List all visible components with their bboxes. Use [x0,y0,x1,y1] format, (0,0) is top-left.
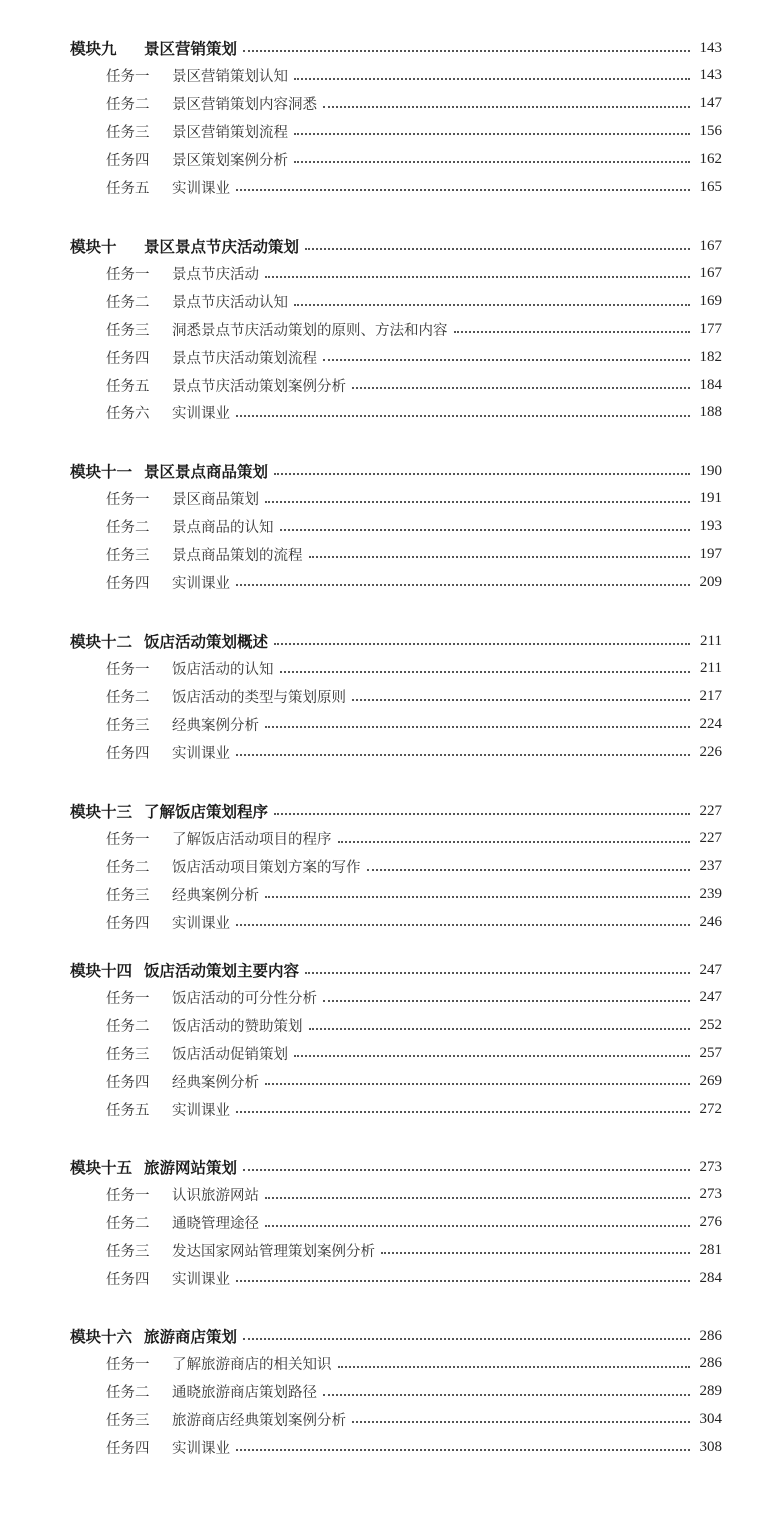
page-number: 182 [699,348,722,365]
task-title: 景点节庆活动策划案例分析 [172,378,346,395]
task-number: 任务一 [106,492,150,509]
dot-leader [352,1421,690,1423]
dot-leader [265,726,690,728]
task-title: 饭店活动的赞助策划 [172,1019,303,1036]
task-number: 任务三 [106,322,150,339]
task-number: 任务三 [106,547,150,564]
task-number: 任务四 [106,152,150,169]
task-number: 任务一 [106,69,150,86]
toc-entry [0,371,768,399]
dot-leader [280,529,691,531]
toc-entry [0,1264,768,1292]
task-title: 发达国家网站管理策划案例分析 [172,1243,375,1260]
page-number: 269 [699,1072,722,1089]
task-title: 景区营销策划流程 [172,124,288,141]
page-number: 239 [699,885,722,902]
task-number: 任务四 [106,1271,150,1288]
toc-module-heading [0,232,768,260]
dot-leader [280,671,691,673]
task-number: 任务四 [106,1440,150,1457]
toc-entry [0,853,768,881]
task-title: 实训课业 [172,745,230,762]
task-number: 任务二 [106,520,150,537]
page-number: 252 [699,1017,722,1034]
module-title: 了解饭店策划程序 [144,803,269,821]
toc-entry [0,145,768,173]
toc-entry [0,513,768,541]
task-number: 任务六 [106,406,150,423]
module-title: 旅游商店策划 [144,1328,238,1346]
task-number: 任务五 [106,378,150,395]
task-number: 任务四 [106,1074,150,1091]
module-title: 景区景点商品策划 [144,463,269,481]
page-number: 184 [699,376,722,393]
task-title: 实训课业 [172,406,230,423]
dot-leader [294,304,690,306]
task-title: 景区策划案例分析 [172,152,288,169]
page-number: 209 [699,573,722,590]
toc-module-heading [0,627,768,655]
toc-entry [0,1406,768,1434]
page-number: 247 [699,961,722,978]
task-number: 任务二 [106,97,150,114]
dot-leader [305,248,690,250]
dot-leader [236,1449,690,1451]
task-number: 任务一 [106,832,150,849]
toc-entry [0,316,768,344]
toc-module [0,457,768,596]
toc-module-heading [0,956,768,984]
task-title: 通晓旅游商店策划路径 [172,1385,317,1402]
page-number: 167 [699,237,722,254]
task-title: 认识旅游网站 [172,1188,259,1205]
dot-leader [294,1055,690,1057]
page-number: 247 [699,989,722,1006]
module-title: 饭店活动策划主要内容 [144,962,300,980]
page-number: 257 [699,1044,722,1061]
toc-entry [0,1433,768,1461]
page-number: 188 [699,404,722,421]
module-number: 模块十一 [70,463,133,481]
task-title: 饭店活动项目策划方案的写作 [172,860,361,877]
toc-entry [0,485,768,513]
toc-module-heading [0,1153,768,1181]
module-number: 模块十四 [70,962,133,980]
toc-entry [0,399,768,427]
task-title: 通晓管理途径 [172,1216,259,1233]
dot-leader [236,754,690,756]
task-number: 任务二 [106,1216,150,1233]
task-number: 任务三 [106,1412,150,1429]
toc-entry [0,1012,768,1040]
task-title: 洞悉景点节庆活动策划的原则、方法和内容 [172,322,448,339]
dot-leader [323,1394,690,1396]
task-title: 了解饭店活动项目的程序 [172,832,332,849]
page-number: 276 [699,1214,722,1231]
dot-leader [367,869,691,871]
page-number: 165 [699,178,722,195]
dot-leader [323,1000,690,1002]
page-number: 167 [699,265,722,282]
module-number: 模块十五 [70,1159,133,1177]
dot-leader [294,161,690,163]
task-number: 任务二 [106,1385,150,1402]
page-number: 286 [699,1327,722,1344]
dot-leader [265,276,690,278]
page-number: 272 [699,1100,722,1117]
task-number: 任务二 [106,1019,150,1036]
task-title: 实训课业 [172,575,230,592]
task-number: 任务一 [106,267,150,284]
task-number: 任务二 [106,690,150,707]
dot-leader [265,1197,690,1199]
toc-entry [0,881,768,909]
toc-module [0,232,768,427]
module-title: 景区营销策划 [144,40,238,58]
task-number: 任务三 [106,1046,150,1063]
module-number: 模块十三 [70,803,133,821]
dot-leader [338,1366,691,1368]
task-title: 景区营销策划内容洞悉 [172,97,317,114]
dot-leader [236,1111,690,1113]
page-number: 177 [699,320,722,337]
toc-entry [0,62,768,90]
task-number: 任务三 [106,887,150,904]
toc-entry [0,1181,768,1209]
task-number: 任务一 [106,991,150,1008]
dot-leader [265,1225,690,1227]
toc-entry [0,1378,768,1406]
task-number: 任务一 [106,662,150,679]
toc-module-heading [0,797,768,825]
toc-entry [0,90,768,118]
task-number: 任务三 [106,717,150,734]
page-number: 193 [699,518,722,535]
page-number: 281 [699,1241,722,1258]
toc-entry [0,1237,768,1265]
page-number: 237 [699,858,722,875]
dot-leader [309,1028,691,1030]
task-title: 经典案例分析 [172,1074,259,1091]
toc-module [0,34,768,201]
toc-entry [0,738,768,766]
dot-leader [294,133,690,135]
toc-entry [0,173,768,201]
page-number: 286 [699,1355,722,1372]
dot-leader [236,584,690,586]
task-title: 景点商品的认知 [172,520,274,537]
dot-leader [352,387,690,389]
module-title: 饭店活动策划概述 [144,633,269,651]
toc-entry [0,655,768,683]
page-number: 147 [699,95,722,112]
task-title: 实训课业 [172,1102,230,1119]
toc-entry [0,1209,768,1237]
task-title: 景点节庆活动 [172,267,259,284]
task-title: 饭店活动促销策划 [172,1046,288,1063]
toc-module-heading [0,1322,768,1350]
dot-leader [274,473,690,475]
toc-module-heading [0,34,768,62]
page-number: 273 [699,1186,722,1203]
page-number: 273 [699,1158,722,1175]
toc-entry [0,568,768,596]
toc-module [0,956,768,1123]
dot-leader [265,896,690,898]
toc-module-heading [0,457,768,485]
page-number: 227 [699,830,722,847]
page-number: 197 [699,545,722,562]
dot-leader [236,189,690,191]
dot-leader [236,415,690,417]
task-title: 饭店活动的类型与策划原则 [172,690,346,707]
task-title: 旅游商店经典策划案例分析 [172,1412,346,1429]
toc-entry [0,1095,768,1123]
task-number: 任务三 [106,124,150,141]
toc-entry [0,260,768,288]
dot-leader [243,1169,690,1171]
page-number: 224 [699,715,722,732]
task-title: 实训课业 [172,1271,230,1288]
toc-entry [0,908,768,936]
task-number: 任务一 [106,1357,150,1374]
page-number: 162 [699,150,722,167]
page-number: 217 [699,688,722,705]
dot-leader [243,1338,690,1340]
task-title: 实训课业 [172,1440,230,1457]
dot-leader [305,972,690,974]
toc-entry [0,711,768,739]
task-title: 景点节庆活动认知 [172,295,288,312]
page-number: 156 [699,122,722,139]
task-title: 饭店活动的认知 [172,662,274,679]
dot-leader [352,699,690,701]
toc-entry [0,1350,768,1378]
task-title: 饭店活动的可分性分析 [172,991,317,1008]
page-number: 143 [699,39,722,56]
task-title: 景区商品策划 [172,492,259,509]
task-number: 任务四 [106,350,150,367]
toc-module [0,627,768,766]
toc-entry [0,683,768,711]
page-number: 226 [699,743,722,760]
task-title: 景点节庆活动策划流程 [172,350,317,367]
task-title: 实训课业 [172,180,230,197]
module-number: 模块九 [70,40,117,58]
task-title: 经典案例分析 [172,887,259,904]
task-number: 任务二 [106,860,150,877]
task-number: 任务三 [106,1243,150,1260]
toc-module [0,1322,768,1461]
task-number: 任务二 [106,295,150,312]
toc-module [0,1153,768,1292]
toc-entry [0,541,768,569]
toc-entry [0,984,768,1012]
module-number: 模块十 [70,238,117,256]
task-number: 任务五 [106,1102,150,1119]
toc-entry [0,1067,768,1095]
toc-entry [0,343,768,371]
module-number: 模块十二 [70,633,133,651]
module-title: 旅游网站策划 [144,1159,238,1177]
task-number: 任务四 [106,745,150,762]
page-number: 191 [699,490,722,507]
dot-leader [338,841,691,843]
page-number: 304 [699,1410,722,1427]
module-title: 景区景点节庆活动策划 [144,238,300,256]
page-number: 143 [699,67,722,84]
task-title: 经典案例分析 [172,717,259,734]
task-title: 景区营销策划认知 [172,69,288,86]
task-title: 景点商品策划的流程 [172,547,303,564]
toc-entry [0,825,768,853]
toc-module [0,797,768,936]
dot-leader [323,106,690,108]
task-number: 任务一 [106,1188,150,1205]
page-number: 190 [699,462,722,479]
page-number: 308 [699,1438,722,1455]
dot-leader [236,924,690,926]
task-title: 了解旅游商店的相关知识 [172,1357,332,1374]
dot-leader [323,359,690,361]
dot-leader [381,1252,690,1254]
task-number: 任务四 [106,915,150,932]
page-number: 284 [699,1269,722,1286]
dot-leader [265,501,690,503]
dot-leader [274,643,690,645]
task-title: 实训课业 [172,915,230,932]
dot-leader [243,50,690,52]
dot-leader [454,331,691,333]
page-number: 246 [699,913,722,930]
dot-leader [236,1280,690,1282]
task-number: 任务四 [106,575,150,592]
dot-leader [309,556,691,558]
page-number: 227 [699,802,722,819]
task-number: 任务五 [106,180,150,197]
page-number: 211 [700,660,722,677]
dot-leader [265,1083,690,1085]
toc-entry [0,118,768,146]
page-number: 211 [700,632,722,649]
dot-leader [274,813,690,815]
module-number: 模块十六 [70,1328,133,1346]
page-number: 169 [699,293,722,310]
toc-entry [0,288,768,316]
toc-entry [0,1040,768,1068]
page-number: 289 [699,1383,722,1400]
dot-leader [294,78,690,80]
